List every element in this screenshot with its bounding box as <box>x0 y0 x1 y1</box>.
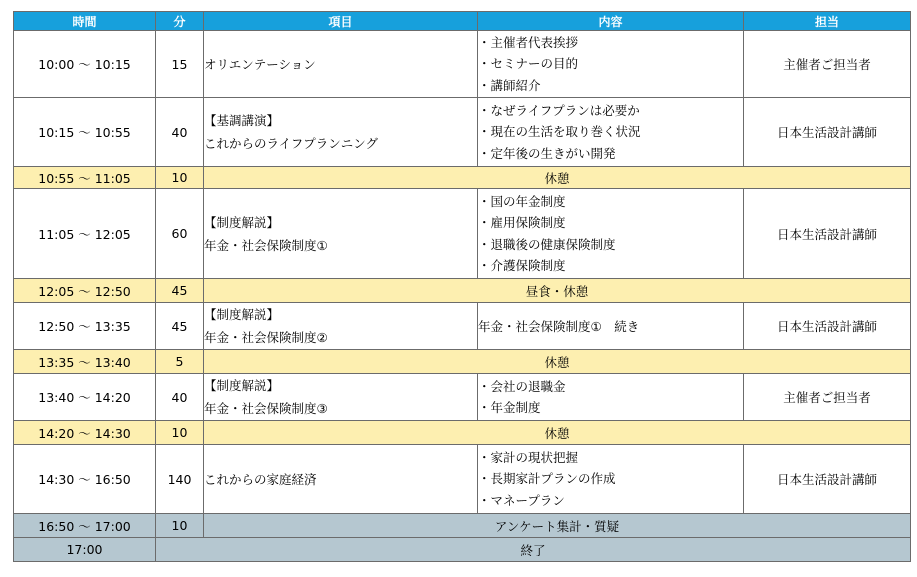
content-line: ・定年後の生きがい開発 <box>478 145 616 161</box>
item-cell <box>204 31 478 98</box>
break-label: 休憩 <box>204 350 911 374</box>
time-cell: 13:35 ～ 13:40 <box>14 350 156 374</box>
header-time: 時間 <box>14 12 156 31</box>
item-cell <box>204 189 478 279</box>
minutes-cell: 10 <box>156 514 204 538</box>
table-row <box>14 445 911 514</box>
time-cell: 10:55 ～ 11:05 <box>14 167 156 189</box>
minutes-cell: 40 <box>156 374 204 421</box>
staff-cell: 日本生活設計講師 <box>744 303 911 350</box>
staff-cell: 主催者ご担当者 <box>744 31 911 98</box>
table-row <box>14 374 911 421</box>
content-cell <box>478 98 744 167</box>
content-line: ・会社の退職金 <box>478 378 566 394</box>
closing-row <box>14 514 911 538</box>
time-cell: 17:00 <box>14 538 156 562</box>
staff-cell: 日本生活設計講師 <box>744 98 911 167</box>
item-cell <box>204 374 478 421</box>
minutes-cell: 5 <box>156 350 204 374</box>
item-line: 年金・社会保険制度① <box>204 237 328 253</box>
content-line: ・国の年金制度 <box>478 193 566 209</box>
item-line: 【制度解説】 <box>204 378 280 393</box>
header-content: 内容 <box>478 12 744 31</box>
content-line: ・マネープラン <box>478 492 565 508</box>
time-cell: 10:15 ～ 10:55 <box>14 98 156 167</box>
table-row <box>14 31 911 98</box>
content-line: ・雇用保険制度 <box>478 215 566 230</box>
time-cell: 12:05 ～ 12:50 <box>14 279 156 303</box>
content-cell <box>478 445 744 514</box>
item-cell <box>204 98 478 167</box>
header-staff: 担当 <box>744 12 911 31</box>
content-line: ・講師紹介 <box>478 77 541 93</box>
table-row <box>14 303 911 350</box>
staff-cell: 日本生活設計講師 <box>744 189 911 279</box>
minutes-cell: 140 <box>156 445 204 514</box>
item-line: これからの家庭経済 <box>204 471 317 487</box>
time-cell: 14:20 ～ 14:30 <box>14 421 156 445</box>
content-cell <box>478 303 744 350</box>
content-line: ・退職後の健康保険制度 <box>478 236 616 252</box>
time-cell: 10:00 ～ 10:15 <box>14 31 156 98</box>
end-label: 終了 <box>156 538 911 562</box>
survey-label: アンケート集計・質疑 <box>204 514 911 538</box>
item-line: オリエンテーション <box>204 56 316 72</box>
time-cell: 16:50 ～ 17:00 <box>14 514 156 538</box>
content-line: ・セミナーの目的 <box>478 56 579 72</box>
content-line: ・介護保険制度 <box>478 258 566 273</box>
break-row <box>14 167 911 189</box>
break-row <box>14 279 911 303</box>
closing-row <box>14 538 911 562</box>
minutes-cell: 15 <box>156 31 204 98</box>
content-cell <box>478 31 744 98</box>
break-label: 休憩 <box>204 421 911 445</box>
content-line: ・長期家計プランの作成 <box>478 471 616 487</box>
content-cell <box>478 189 744 279</box>
time-cell: 12:50 ～ 13:35 <box>14 303 156 350</box>
content-line: ・年金制度 <box>478 400 541 415</box>
item-line: 【制度解説】 <box>204 214 280 230</box>
break-label: 休憩 <box>204 167 911 189</box>
content-cell <box>478 374 744 421</box>
item-line: これからのライフプランニング <box>204 136 379 151</box>
content-line: ・なぜライフプランは必要か <box>478 102 640 118</box>
time-cell: 13:40 ～ 14:20 <box>14 374 156 421</box>
item-line: 【基調講演】 <box>204 113 280 128</box>
minutes-cell: 60 <box>156 189 204 279</box>
break-row <box>14 421 911 445</box>
time-cell: 11:05 ～ 12:05 <box>14 189 156 279</box>
content-line: ・主催者代表挨拶 <box>478 34 579 50</box>
staff-cell: 日本生活設計講師 <box>744 445 911 514</box>
schedule-table <box>13 11 911 562</box>
header-item: 項目 <box>204 12 478 31</box>
staff-cell: 主催者ご担当者 <box>744 374 911 421</box>
item-cell <box>204 445 478 514</box>
content-line: ・現在の生活を取り巻く状況 <box>478 124 641 140</box>
minutes-cell: 45 <box>156 279 204 303</box>
item-line: 【制度解説】 <box>204 307 280 322</box>
header-row <box>14 12 911 31</box>
item-line: 年金・社会保険制度② <box>204 330 328 345</box>
minutes-cell: 40 <box>156 98 204 167</box>
minutes-cell: 45 <box>156 303 204 350</box>
minutes-cell: 10 <box>156 167 204 189</box>
item-cell <box>204 303 478 350</box>
content-line: 年金・社会保険制度① 続き <box>478 318 640 334</box>
table-row <box>14 189 911 279</box>
header-minutes: 分 <box>156 12 204 31</box>
table-row <box>14 98 911 167</box>
minutes-cell: 10 <box>156 421 204 445</box>
content-line: ・家計の現状把握 <box>478 449 579 465</box>
item-line: 年金・社会保険制度③ <box>204 401 328 416</box>
break-label: 昼食・休憩 <box>204 279 911 303</box>
break-row <box>14 350 911 374</box>
time-cell: 14:30 ～ 16:50 <box>14 445 156 514</box>
